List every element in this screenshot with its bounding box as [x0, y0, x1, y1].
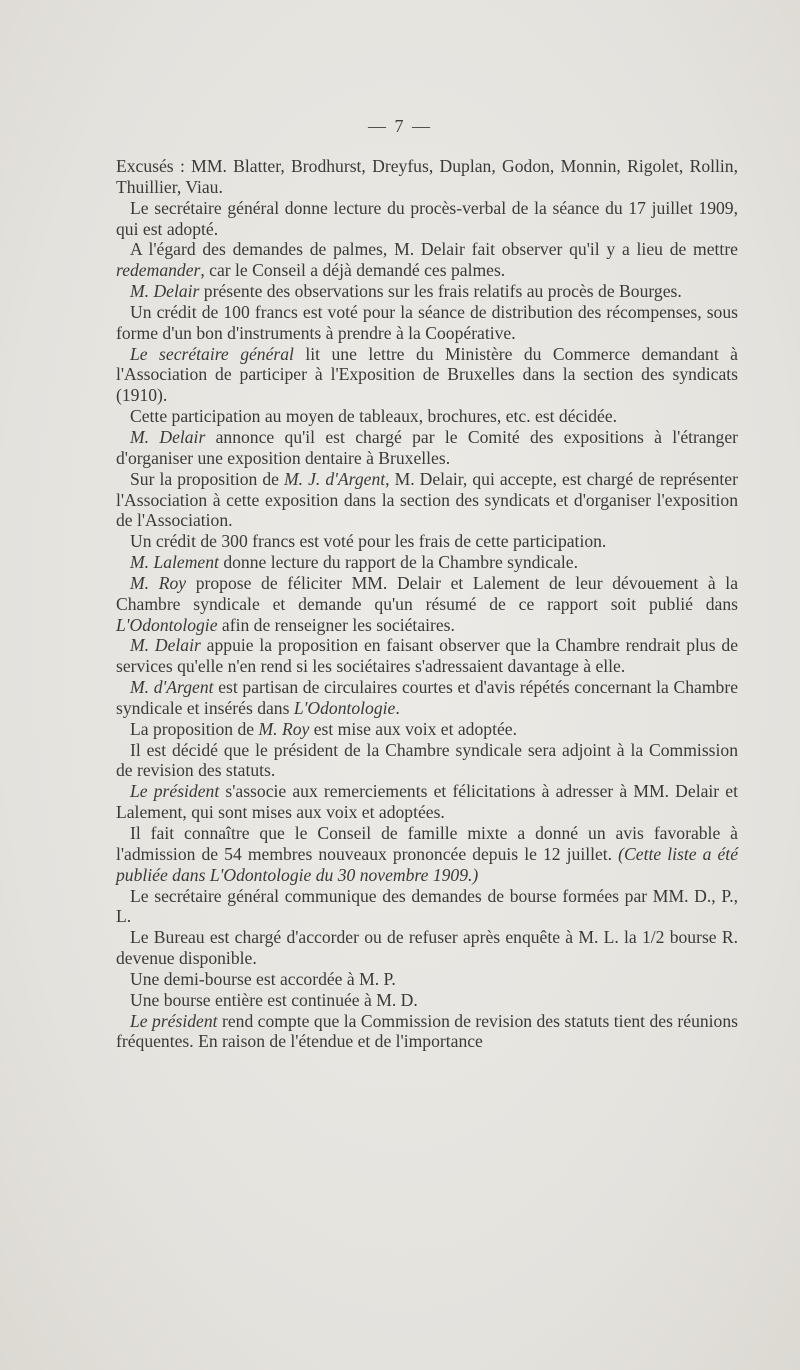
- text-run: A l'égard des demandes de palmes, M. Delair fait observer qu'il y a lieu de mettre: [130, 239, 738, 260]
- text-run: Excusés : MM. Blatter, Brodhurst, Dreyfus, Duplan, Godon, Monnin, Rigolet, Rollin, Thuillier, Viau.: [116, 156, 738, 197]
- text-run: Une bourse entière est continuée à M. D.: [130, 989, 418, 1010]
- paragraph: [116, 635, 738, 677]
- paragraph: [116, 781, 738, 823]
- paragraph: [116, 552, 738, 573]
- italic-text: M. Delair: [130, 635, 201, 656]
- italic-text: M. Roy: [130, 572, 187, 593]
- text-run: .: [395, 697, 400, 718]
- paragraph: [116, 823, 738, 886]
- paragraph: [116, 281, 738, 302]
- text-run: Il est décidé que le président de la Chambre syndicale sera adjoint à la Commission de revision des statuts.: [116, 739, 738, 781]
- text-run: Sur la proposition de: [130, 468, 285, 489]
- italic-text: Le secrétaire général: [130, 343, 294, 364]
- text-run: propose de féliciter MM. Delair et Lalement de leur dévouement à la Chambre syndicale et demande qu'un résumé de ce rapport soit publié dans: [116, 572, 738, 614]
- text-run: appuie la proposition en faisant observer que la Chambre rendrait plus de services qu'elle n'en rend si les sociétaires s'adressaient davantage à elle.: [116, 635, 738, 677]
- text-run: est mise aux voix et adoptée.: [309, 718, 517, 739]
- paragraph: [116, 990, 738, 1011]
- italic-text: Le président: [130, 781, 220, 802]
- paragraph: [116, 406, 738, 427]
- italic-text: Le président: [130, 1010, 218, 1031]
- text-run: Un crédit de 300 francs est voté pour les frais de cette participation.: [130, 531, 607, 552]
- text-run: Il fait connaître que le Conseil de famille mixte a donné un avis favorable à l'admission de 54 membres nouveaux prononcée depuis le 12 juillet.: [116, 823, 738, 864]
- text-run: Un crédit de 100 francs est voté pour la séance de distribution des récompenses, sous forme d'un bon d'instruments à prendre à la Coopérative.: [116, 301, 738, 343]
- italic-text: M. Delair: [130, 426, 206, 447]
- paragraph: [116, 1011, 738, 1053]
- paragraph: [116, 886, 738, 928]
- text-run: donne lecture du rapport de la Chambre syndicale.: [218, 552, 579, 573]
- text-run: lit une lettre du Ministère du Commerce demandant à l'Association de participer à l'Exposition de Bruxelles dans la section des syndicats (1910).: [116, 343, 738, 406]
- text-run: présente des observations sur les frais relatifs au procès de Bourges.: [199, 281, 682, 302]
- text-run: Le secrétaire général donne lecture du procès-verbal de la séance du 17 juillet 1909, qui est adopté.: [116, 197, 738, 239]
- paragraph: [116, 302, 738, 344]
- italic-text: M. Delair: [130, 281, 200, 302]
- paragraph: [116, 677, 738, 719]
- paragraph: [116, 573, 738, 636]
- italic-text: L'Odontologie: [116, 614, 218, 635]
- page-number: — 7 —: [368, 116, 432, 136]
- text-run: Une demi-bourse est accordée à M. P.: [130, 968, 396, 989]
- body-text: [116, 156, 738, 1052]
- paragraph: [116, 344, 738, 407]
- paragraph: [116, 239, 738, 281]
- text-run: Le secrétaire général communique des demandes de bourse formées par MM. D., P., L.: [116, 885, 738, 927]
- paragraph: [116, 969, 738, 990]
- text-run: afin de renseigner les sociétaires.: [217, 614, 455, 635]
- italic-text: M. d'Argent: [130, 677, 214, 698]
- italic-text: L'Odontologie: [293, 697, 396, 718]
- text-run: La proposition de: [130, 718, 259, 739]
- italic-text: M. J. d'Argent: [284, 468, 386, 489]
- paragraph: [116, 198, 738, 240]
- paragraph: [116, 740, 738, 782]
- text-run: , M. Delair, qui accepte, est chargé de représenter l'Association à cette exposition dans la section des syndicats et d'organiser l'exposition de l'Association.: [116, 468, 738, 531]
- italic-text: M. Roy: [258, 718, 310, 739]
- italic-text: redemander: [116, 260, 201, 281]
- text-run: s'associe aux remerciements et félicitations à adresser à MM. Delair et Lalement, qui sont mises aux voix et adoptées.: [116, 781, 738, 823]
- paragraph: [116, 927, 738, 969]
- italic-text: M. Lalement: [130, 552, 219, 573]
- paragraph: [116, 427, 738, 469]
- paragraph: [116, 531, 738, 552]
- text-run: Le Bureau est chargé d'accorder ou de refuser après enquête à M. L. la 1/2 bourse R. devenue disponible.: [116, 927, 738, 969]
- italic-text: (Cette liste a été publiée dans L'Odontologie du 30 novembre 1909.): [116, 843, 738, 885]
- paragraph: [116, 156, 738, 198]
- paragraph: [116, 469, 738, 532]
- text-run: Cette participation au moyen de tableaux, brochures, etc. est décidée.: [130, 406, 618, 427]
- text-run: annonce qu'il est chargé par le Comité des expositions à l'étranger d'organiser une exposition dentaire à Bruxelles.: [116, 426, 738, 468]
- text-run: , car le Conseil a déjà demandé ces palmes.: [200, 260, 506, 281]
- text-run: rend compte que la Commission de revision des statuts tient des réunions fréquentes. En raison de l'étendue et de l'importance: [116, 1010, 738, 1052]
- paragraph: [116, 719, 738, 740]
- text-run: est partisan de circulaires courtes et d'avis répétés concernant la Chambre syndicale et insérés dans: [116, 677, 738, 718]
